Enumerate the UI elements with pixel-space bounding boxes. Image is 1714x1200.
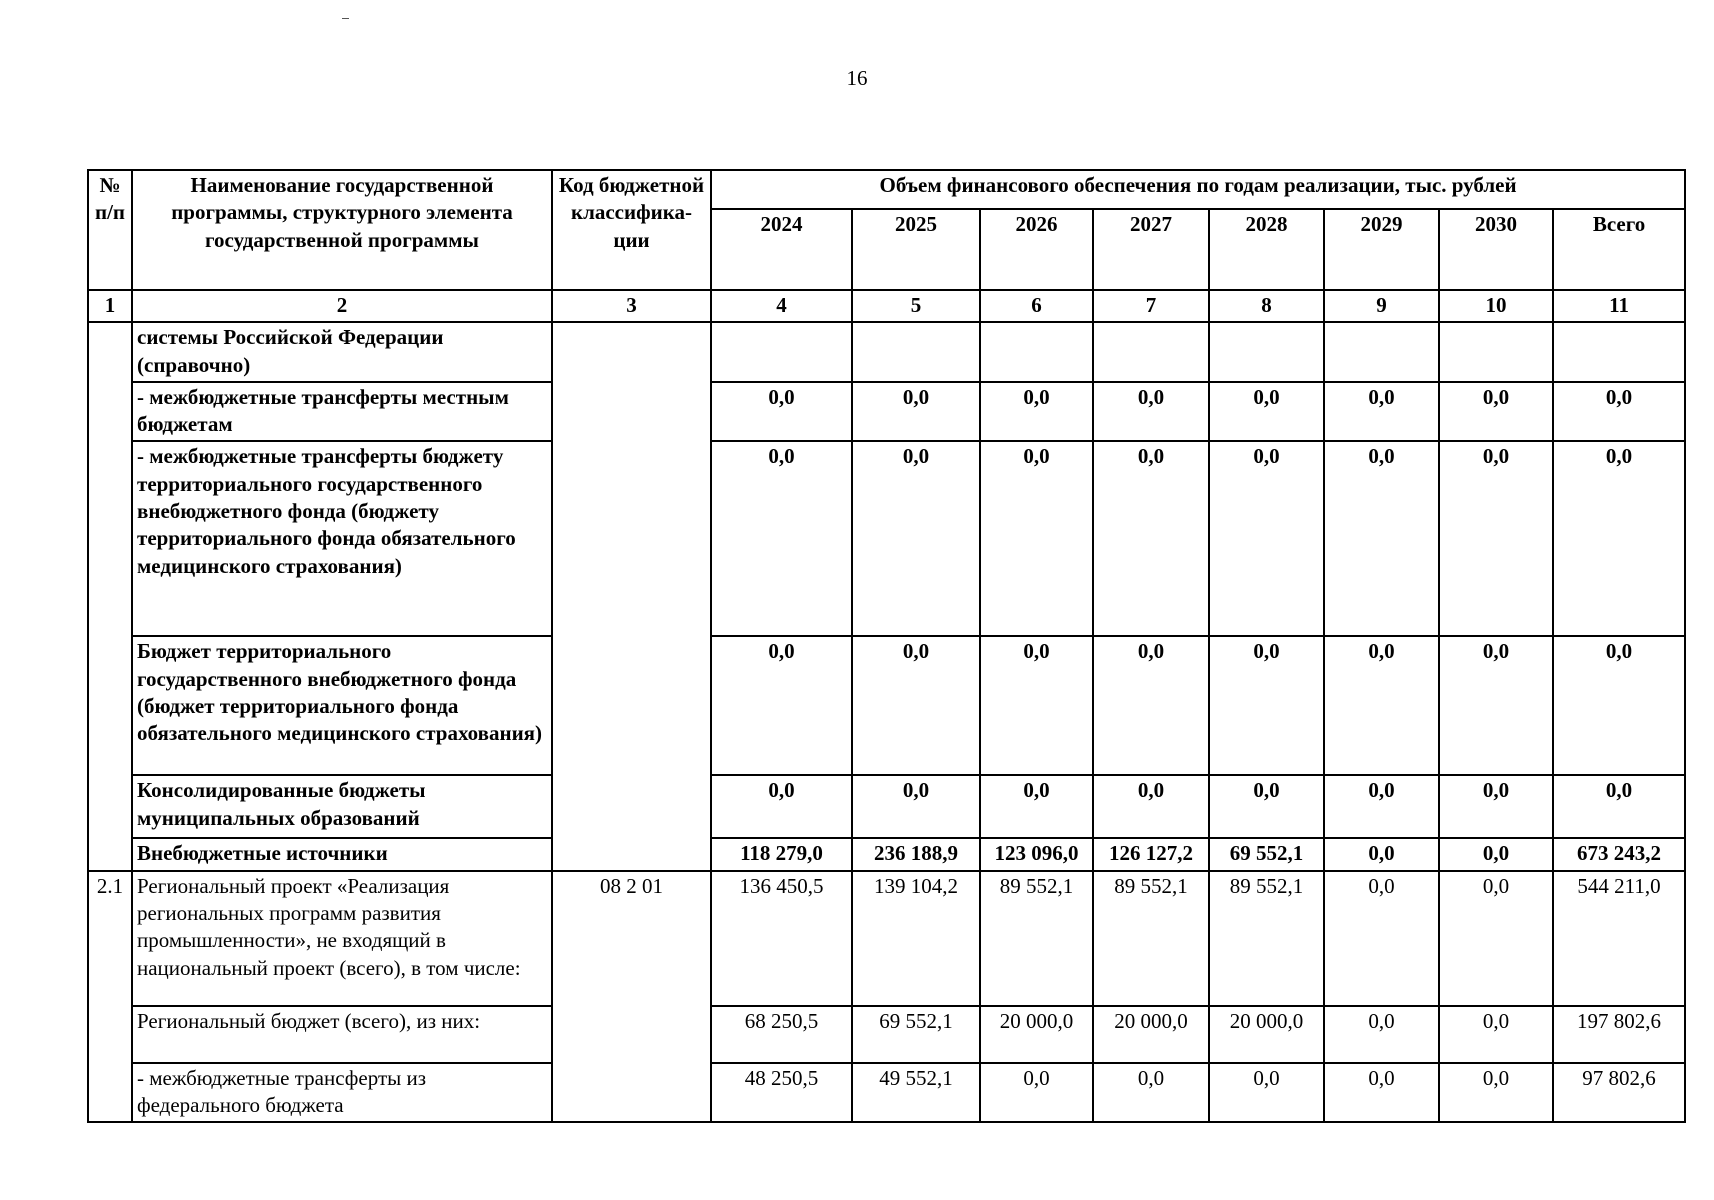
value-cell [1209,322,1324,382]
header-year: 2029 [1324,209,1439,290]
value-cell: 0,0 [1209,1063,1324,1123]
value-cell: 0,0 [711,636,852,775]
value-cell: 68 250,5 [711,1006,852,1063]
value-cell: 0,0 [852,636,980,775]
value-cell: 69 552,1 [852,1006,980,1063]
table-row [88,1006,1685,1063]
value-cell: 0,0 [980,775,1093,838]
value-cell: 0,0 [980,1063,1093,1123]
value-cell: 0,0 [852,382,980,442]
row-name: Региональный проект «Реализация региональных программ развития промышленности», не входящий в национальный проект (всего), в том числе: [132,871,552,1006]
value-cell: 0,0 [1439,382,1553,442]
budget-table [87,169,1686,1123]
page-number: 16 [846,66,868,90]
value-cell: 0,0 [980,636,1093,775]
value-cell: 0,0 [980,441,1093,636]
column-numbers-row [88,290,1685,322]
value-cell: 20 000,0 [1093,1006,1209,1063]
value-cell: 0,0 [1553,441,1685,636]
header-year: 2026 [980,209,1093,290]
value-cell: 69 552,1 [1209,838,1324,870]
budget-code-cell: 08 2 01 [552,871,711,1123]
column-number: 10 [1439,290,1553,322]
header-year: 2025 [852,209,980,290]
value-cell: 0,0 [1209,441,1324,636]
value-cell: 0,0 [711,775,852,838]
header-year: 2024 [711,209,852,290]
value-cell: 0,0 [1093,1063,1209,1123]
value-cell: 0,0 [1553,775,1685,838]
value-cell: 0,0 [1093,636,1209,775]
value-cell: 0,0 [980,382,1093,442]
table-row [88,636,1685,775]
value-cell [711,322,852,382]
value-cell: 0,0 [1324,1006,1439,1063]
column-number: 7 [1093,290,1209,322]
value-cell: 48 250,5 [711,1063,852,1123]
value-cell: 0,0 [1439,1006,1553,1063]
row-name: Региональный бюджет (всего), из них: [132,1006,552,1063]
value-cell: 0,0 [1439,636,1553,775]
value-cell: 139 104,2 [852,871,980,1006]
table-row [88,441,1685,636]
row-name: Бюджет территориального государственного внебюджетного фонда (бюджет территориального фонда обязательного медицинского страхования) [132,636,552,775]
value-cell: 0,0 [711,441,852,636]
value-cell: 123 096,0 [980,838,1093,870]
value-cell: 0,0 [1324,871,1439,1006]
value-cell: 0,0 [852,441,980,636]
value-cell: 0,0 [1093,775,1209,838]
value-cell: 0,0 [1553,636,1685,775]
scan-speck [342,18,349,19]
row-name: - межбюджетные трансферты местным бюджетам [132,382,552,442]
table-row [88,322,1685,382]
header-year: 2028 [1209,209,1324,290]
value-cell [1439,322,1553,382]
header-name: Наименование государственной программы, структурного элемента государственной программы [132,170,552,290]
header-total: Всего [1553,209,1685,290]
value-cell [980,322,1093,382]
value-cell: 0,0 [1324,838,1439,870]
value-cell: 20 000,0 [1209,1006,1324,1063]
header-year: 2027 [1093,209,1209,290]
value-cell [1553,322,1685,382]
value-cell: 544 211,0 [1553,871,1685,1006]
value-cell: 0,0 [1324,382,1439,442]
value-cell: 236 188,9 [852,838,980,870]
value-cell: 0,0 [1209,775,1324,838]
value-cell: 0,0 [1093,382,1209,442]
value-cell: 20 000,0 [980,1006,1093,1063]
value-cell [1093,322,1209,382]
value-cell: 0,0 [1324,636,1439,775]
table-row [88,871,1685,1006]
value-cell: 89 552,1 [1209,871,1324,1006]
row-name: - межбюджетные трансферты из федерального бюджета [132,1063,552,1123]
column-number: 11 [1553,290,1685,322]
value-cell: 0,0 [1439,1063,1553,1123]
value-cell: 673 243,2 [1553,838,1685,870]
value-cell: 197 802,6 [1553,1006,1685,1063]
column-number: 5 [852,290,980,322]
column-number: 4 [711,290,852,322]
row-number-cell: 2.1 [88,871,132,1123]
header-budget-code: Код бюджетной классифика-ции [552,170,711,290]
value-cell [852,322,980,382]
row-name: Консолидированные бюджеты муниципальных образований [132,775,552,838]
column-number: 9 [1324,290,1439,322]
value-cell: 0,0 [1209,636,1324,775]
value-cell: 0,0 [1324,775,1439,838]
value-cell: 0,0 [1553,382,1685,442]
value-cell: 118 279,0 [711,838,852,870]
value-cell: 126 127,2 [1093,838,1209,870]
row-name: Внебюджетные источники [132,838,552,870]
value-cell: 49 552,1 [852,1063,980,1123]
value-cell: 89 552,1 [980,871,1093,1006]
value-cell: 0,0 [1439,441,1553,636]
value-cell: 97 802,6 [1553,1063,1685,1123]
value-cell: 89 552,1 [1093,871,1209,1006]
row-name: - межбюджетные трансферты бюджету территориального государственного внебюджетного фонда (бюджету территориального фонда обязательного медицинского страхования) [132,441,552,636]
header-year: 2030 [1439,209,1553,290]
value-cell: 0,0 [1324,1063,1439,1123]
column-number: 2 [132,290,552,322]
value-cell: 0,0 [852,775,980,838]
value-cell: 0,0 [1439,838,1553,870]
table-row [88,1063,1685,1123]
column-number: 3 [552,290,711,322]
column-number: 8 [1209,290,1324,322]
header-row-number: № п/п [88,170,132,290]
table-row [88,775,1685,838]
header-funding-group: Объем финансового обеспечения по годам реализации, тыс. рублей [711,170,1685,209]
column-number: 1 [88,290,132,322]
value-cell: 0,0 [1439,871,1553,1006]
value-cell [1324,322,1439,382]
row-number-cell [88,322,132,870]
table-row [88,382,1685,442]
budget-code-cell [552,322,711,870]
value-cell: 0,0 [711,382,852,442]
value-cell: 136 450,5 [711,871,852,1006]
table-row [88,838,1685,870]
value-cell: 0,0 [1439,775,1553,838]
value-cell: 0,0 [1093,441,1209,636]
column-number: 6 [980,290,1093,322]
value-cell: 0,0 [1324,441,1439,636]
row-name: системы Российской Федерации (справочно) [132,322,552,382]
value-cell: 0,0 [1209,382,1324,442]
